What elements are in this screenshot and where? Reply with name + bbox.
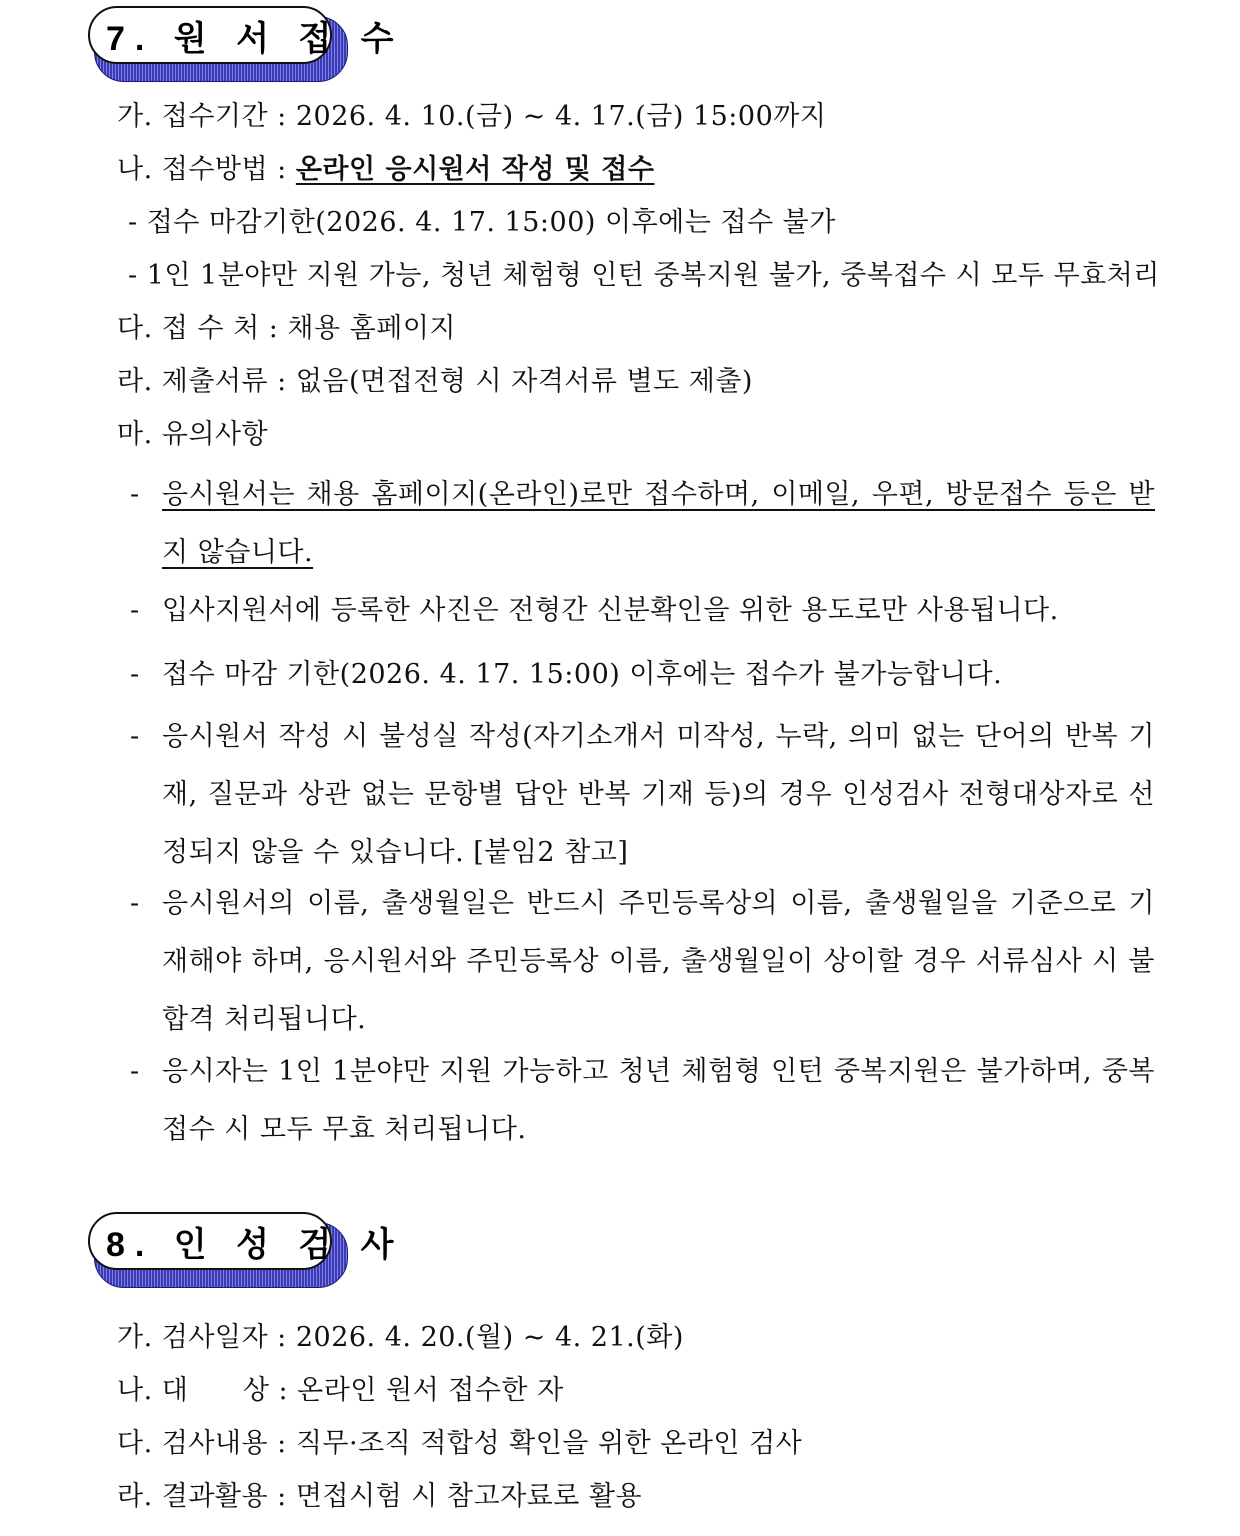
section-8-title: 8. 인 성 검 사 [106, 1225, 404, 1264]
s8-item-ra-label: 라. 결과활용 : [117, 1481, 296, 1512]
note-1 [130, 466, 1155, 582]
note-3 [130, 646, 1155, 704]
heading-pill [88, 1212, 404, 1270]
s8-item-ga [117, 1321, 684, 1355]
note-dash: - [130, 595, 140, 626]
item-na-value: 온라인 응시원서 작성 및 접수 [295, 154, 655, 185]
item-da [117, 312, 456, 346]
note-dash: - [130, 1056, 140, 1087]
note-4 [130, 708, 1155, 882]
heading-pill [88, 6, 404, 64]
note-text: 응시원서 작성 시 불성실 작성(자기소개서 미작성, 누락, 의미 없는 단어의 반복 기재, 질문과 상관 없는 문항별 답안 반복 기재 등)의 경우 인성검사 전형대상자로 선정되지 않을 수 있습니다. [붙임2 참고] [162, 721, 1155, 868]
s8-item-ga-label: 가. 검사일자 : [117, 1322, 296, 1353]
item-ga-value: 2026. 4. 10.(금) ~ 4. 17.(금) 15:00까지 [295, 101, 827, 132]
note-text: 응시자는 1인 1분야만 지원 가능하고 청년 체험형 인턴 중복지원은 불가하며, 중복 접수 시 모두 무효 처리됩니다. [162, 1056, 1155, 1145]
section-7-heading [88, 6, 404, 82]
item-na-sub2: - 1인 1분야만 지원 가능, 청년 체험형 인턴 중복지원 불가, 중복접수 시 모두 무효처리 [128, 260, 1160, 291]
note-text: 접수 마감 기한(2026. 4. 17. 15:00) 이후에는 접수가 불가능합니다. [162, 659, 1003, 690]
note-text: 응시원서는 채용 홈페이지(온라인)로만 접수하며, 이메일, 우편, 방문접수 등은 받지 않습니다. [162, 479, 1155, 568]
s8-item-da-label: 다. 검사내용 : [117, 1428, 296, 1459]
note-dash: - [130, 479, 140, 510]
item-ma: 마. 유의사항 [117, 419, 269, 450]
note-text: 응시원서의 이름, 출생월일은 반드시 주민등록상의 이름, 출생월일을 기준으로 기재해야 하며, 응시원서와 주민등록상 이름, 출생월일이 상이할 경우 서류심사 시 불합격 처리됩니다. [162, 888, 1155, 1035]
item-ga-label: 가. 접수기간 : [117, 101, 296, 132]
note-dash: - [130, 888, 140, 919]
note-5 [130, 875, 1155, 1049]
item-ra-value: 없음(면접전형 시 자격서류 별도 제출) [295, 366, 753, 397]
item-da-label: 다. 접 수 처 : [117, 313, 288, 344]
item-ga [117, 100, 826, 134]
s8-item-ra [117, 1480, 642, 1514]
note-dash: - [130, 721, 140, 752]
item-na-label: 나. 접수방법 : [117, 154, 296, 185]
s8-item-na-label: 나. 대 상 : [117, 1375, 298, 1406]
item-na [117, 153, 654, 187]
section-8-heading [88, 1212, 404, 1288]
item-na-sub1: - 접수 마감기한(2026. 4. 17. 15:00) 이후에는 접수 불가 [128, 207, 836, 238]
s8-item-ra-value: 면접시험 시 참고자료로 활용 [295, 1481, 643, 1512]
note-6 [130, 1043, 1155, 1159]
s8-item-da [117, 1427, 802, 1461]
item-ra [117, 365, 753, 399]
item-ra-label: 라. 제출서류 : [117, 366, 296, 397]
note-text: 입사지원서에 등록한 사진은 전형간 신분확인을 위한 용도로만 사용됩니다. [162, 595, 1059, 626]
s8-item-na [117, 1374, 564, 1408]
item-da-value: 채용 홈페이지 [287, 313, 456, 344]
note-dash: - [130, 659, 140, 690]
note-2 [130, 582, 1155, 640]
s8-item-ga-value: 2026. 4. 20.(월) ~ 4. 21.(화) [295, 1322, 684, 1353]
section-7-title: 7. 원 서 접 수 [106, 19, 404, 58]
s8-item-na-value: 온라인 원서 접수한 자 [297, 1375, 564, 1406]
s8-item-da-value: 직무·조직 적합성 확인을 위한 온라인 검사 [295, 1428, 803, 1459]
